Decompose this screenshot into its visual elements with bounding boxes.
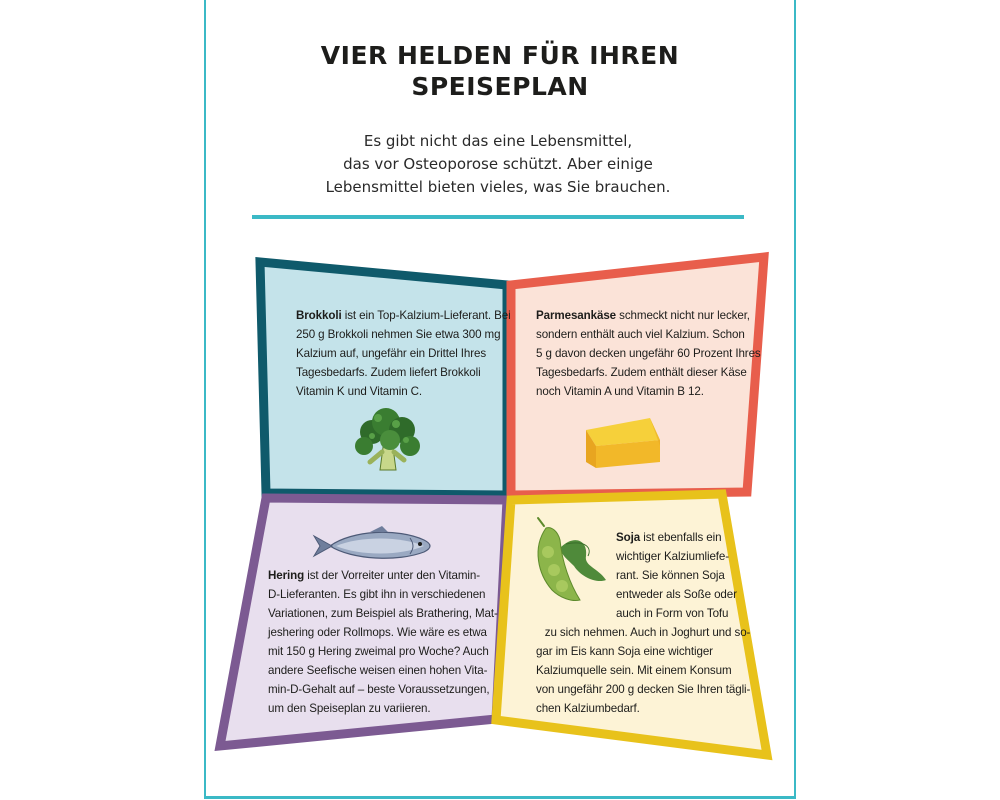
hering-line-7: min-D-Gehalt auf – beste Voraussetzungen, xyxy=(268,683,490,696)
parmesan-text xyxy=(536,306,761,401)
intro-line-2: das vor Osteoporose schützt. Aber einige xyxy=(343,155,653,173)
parmesan-line-2: sondern enthält auch viel Kalzium. Schon xyxy=(536,328,745,341)
brokkoli-line-3: Kalzium auf, ungefähr ein Drittel Ihres xyxy=(296,347,487,360)
soja-line-7: gar im Eis kann Soja eine wichtiger xyxy=(536,645,713,658)
hering-line-2: D-Lieferanten. Es gibt ihn in verschiedenen xyxy=(268,588,486,601)
brokkoli-line-1: Brokkoli ist ein Top-Kalzium-Lieferant. Bei xyxy=(296,309,511,322)
hering-line-3: Variationen, zum Beispiel als Brathering, Mat- xyxy=(268,607,498,620)
brokkoli-line-5: Vitamin K und Vitamin C. xyxy=(296,385,423,398)
soja-line-8: Kalziumquelle sein. Mit einem Konsum xyxy=(536,664,732,677)
soja-line-3: rant. Sie können Soja xyxy=(616,569,725,582)
parmesan-line-4: Tagesbedarfs. Zudem enthält dieser Käse xyxy=(536,366,747,379)
soja-text-top xyxy=(616,528,737,623)
brokkoli-line-4: Tagesbedarfs. Zudem liefert Brokkoli xyxy=(296,366,481,379)
parmesan-name: Parmesankäse xyxy=(536,309,617,322)
title-line-1: VIER HELDEN FÜR IHREN xyxy=(320,41,680,70)
hering-line-4: jeshering oder Rollmops. Wie wäre es etwa xyxy=(268,626,487,639)
intro-line-1: Es gibt nicht das eine Lebensmittel, xyxy=(363,132,633,150)
brokkoli-line-2: 250 g Brokkoli nehmen Sie etwa 300 mg xyxy=(296,328,501,341)
brokkoli-name: Brokkoli xyxy=(296,309,342,322)
hering-text xyxy=(268,566,498,718)
soja-text-bottom xyxy=(536,623,750,718)
title-line-2: SPEISEPLAN xyxy=(411,72,589,101)
intro-line-3: Lebensmittel bieten vieles, was Sie brauchen. xyxy=(325,178,671,196)
hering-name: Hering xyxy=(268,569,305,582)
soja-line-9: von ungefähr 200 g decken Sie Ihren tägli- xyxy=(536,683,751,696)
hering-line-5: mit 150 g Hering zweimal pro Woche? Auch xyxy=(268,645,489,658)
hering-line-6: andere Seefische weisen einen hohen Vita- xyxy=(268,664,488,677)
parmesan-line-5: noch Vitamin A und Vitamin B 12. xyxy=(536,385,704,398)
soja-line-1: Soja ist ebenfalls ein xyxy=(616,531,722,544)
soja-name: Soja xyxy=(616,531,641,544)
brokkoli-text xyxy=(296,306,511,401)
soja-line-2: wichtiger Kalziumliefe- xyxy=(616,550,730,563)
hering-line-8: um den Speiseplan zu variieren. xyxy=(268,702,431,715)
soja-line-4: entweder als Soße oder xyxy=(616,588,737,601)
soja-line-5: auch in Form von Tofu xyxy=(616,607,729,620)
parmesan-line-1: Parmesankäse schmeckt nicht nur lecker, xyxy=(536,309,750,322)
hering-line-1: Hering ist der Vorreiter unter den Vitamin- xyxy=(268,569,480,582)
parmesan-line-3: 5 g davon decken ungefähr 60 Prozent Ihres xyxy=(536,347,761,360)
soja-line-10: chen Kalziumbedarf. xyxy=(536,702,640,715)
soja-line-6: zu sich nehmen. Auch in Joghurt und so- xyxy=(544,626,751,639)
